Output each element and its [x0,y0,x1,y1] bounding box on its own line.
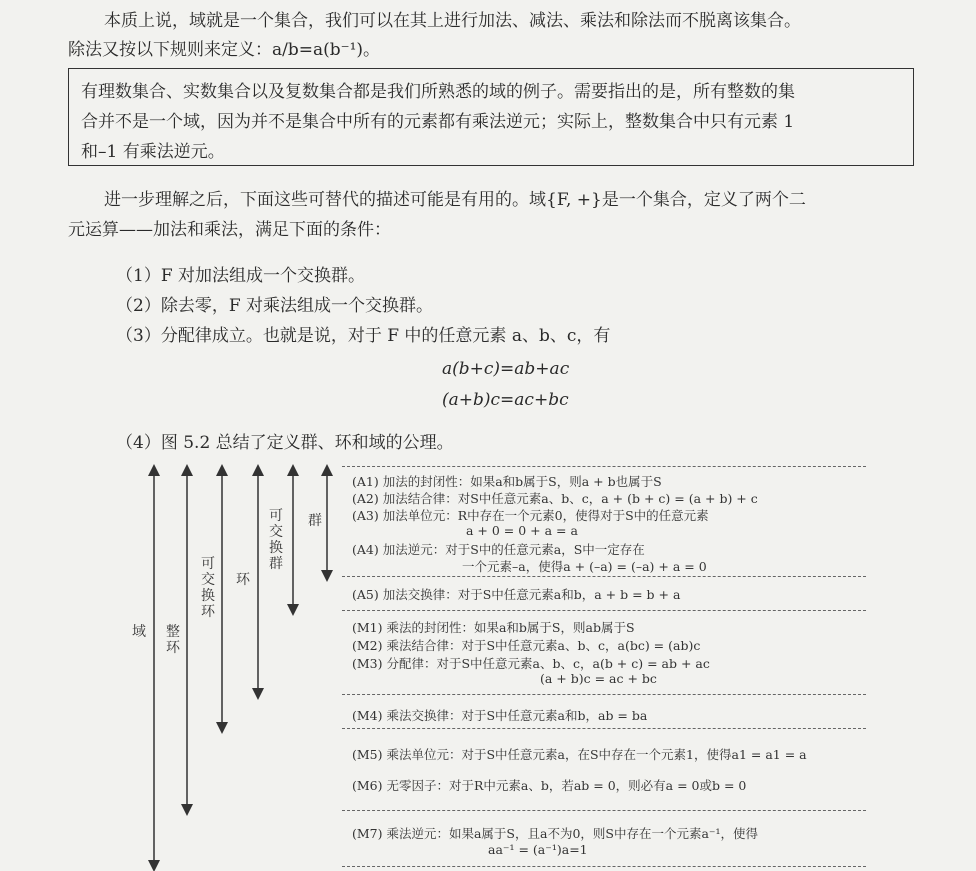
axiom-m2: (M2) 乘法结合律：对于S中任意元素a、b、c，a(bc) = (ab)c [352,638,701,653]
label-ring: 环 [236,572,250,588]
axiom-a3-formula: a + 0 = 0 + a = a [466,523,578,538]
note-line-1: 有理数集合、实数集合以及复数集合都是我们所熟悉的域的例子。需要指出的是，所有整数的集 [81,82,795,102]
paragraph-1-line-2: 除法又按以下规则来定义：a/b=a(b⁻¹)。 [68,40,381,60]
axiom-a2: (A2) 加法结合律：对S中任意元素a、b、c，a + (b + c) = (a + b) + c [352,491,758,506]
label-field: 域 [132,624,146,640]
condition-4: （4）图 5.2 总结了定义群、环和域的公理。 [116,433,454,453]
axiom-m5: (M5) 乘法单位元：对于S中任意元素a，在S中存在一个元素1，使得a1 = a1 = a [352,747,807,762]
label-commutative-ring: 可交换环 [201,556,215,620]
paragraph-2-line-1: 进一步理解之后，下面这些可替代的描述可能是有用的。域{F, +}是一个集合，定义了两个二 [104,190,806,210]
axiom-a3: (A3) 加法单位元：R中存在一个元素0，使得对于S中的任意元素 [352,508,709,523]
axiom-m4: (M4) 乘法交换律：对于S中任意元素a和b，ab = ba [352,708,648,723]
separator [342,694,866,695]
separator [342,466,866,467]
formula-2: (a+b)c=ac+bc [442,390,569,410]
condition-1: （1）F 对加法组成一个交换群。 [116,266,366,286]
axiom-m6: (M6) 无零因子：对于R中元素a、b，若ab = 0，则必有a = 0或b = 0 [352,778,747,793]
note-line-2: 合并不是一个域，因为并不是集合中所有的元素都有乘法逆元；实际上，整数集合中只有元素 1 [81,112,795,132]
formula-1: a(b+c)=ab+ac [442,359,570,379]
label-integral-domain: 整环 [166,624,180,656]
separator [342,810,866,811]
axiom-a5: (A5) 加法交换律：对于S中任意元素a和b，a + b = b + a [352,587,681,602]
paragraph-2-line-2: 元运算——加法和乘法，满足下面的条件： [68,220,391,240]
separator [342,728,866,729]
separator [342,576,866,577]
axiom-a4-formula: 一个元素–a，使得a + (–a) = (–a) + a = 0 [462,559,707,574]
condition-2: （2）除去零，F 对乘法组成一个交换群。 [116,296,434,316]
note-line-3: 和–1 有乘法逆元。 [81,142,225,162]
axiom-m7-formula: aa⁻¹ = (a⁻¹)a=1 [488,842,588,857]
paragraph-1-line-1: 本质上说，域就是一个集合，我们可以在其上进行加法、减法、乘法和除法而不脱离该集合。 [104,11,801,31]
axiom-m1: (M1) 乘法的封闭性：如果a和b属于S，则ab属于S [352,620,635,635]
axiom-a1: (A1) 加法的封闭性：如果a和b属于S，则a + b也属于S [352,474,662,489]
separator [342,610,866,611]
condition-3: （3）分配律成立。也就是说，对于 F 中的任意元素 a、b、c，有 [116,326,611,346]
label-abelian-group: 可交换群 [269,508,283,572]
axiom-a4: (A4) 加法逆元：对于S中的任意元素a，S中一定存在 [352,542,645,557]
axiom-m3: (M3) 分配律：对于S中任意元素a、b、c，a(b + c) = ab + ac [352,656,710,671]
label-group: 群 [308,513,322,529]
axiom-m7: (M7) 乘法逆元：如果a属于S，且a不为0，则S中存在一个元素a⁻¹，使得 [352,826,759,841]
axiom-m3-formula: (a + b)c = ac + bc [540,671,657,686]
separator [342,866,866,867]
